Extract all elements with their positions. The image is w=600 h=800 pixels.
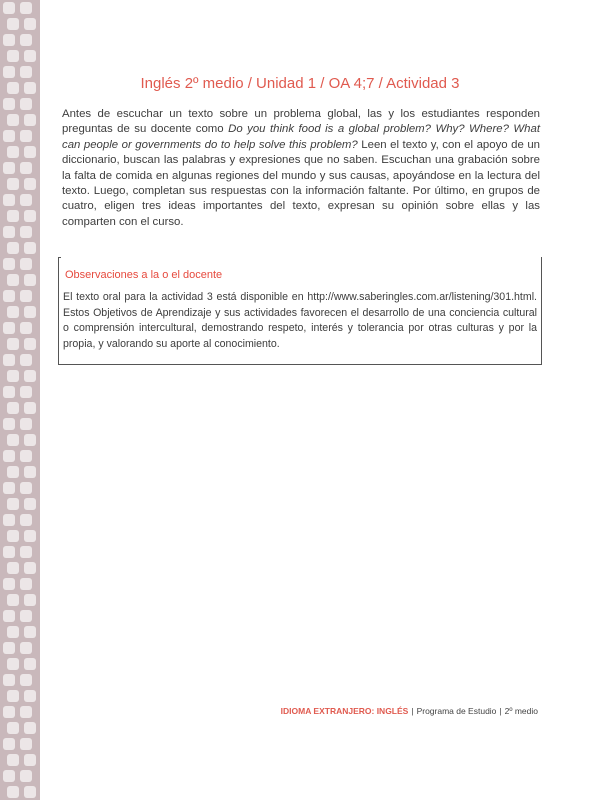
strip-tile: [7, 434, 19, 446]
strip-tile: [24, 530, 36, 542]
intro-text-end: Leen el texto y, con el apoyo de un diccionario, buscan las palabras y expresiones que no saben. Escuchan una grabación sobre la falta de comida en algunas regiones del mundo y sus causas, apoyándose en la lectura del texto. Luego, completan sus respuestas con la información faltante. Por último, en grupos de cuatro, eligen tres ideas importantes del texto, expresan su opinión sobre ellas y las comparten con el curso.: [62, 138, 540, 228]
strip-tile: [20, 194, 32, 206]
strip-tile: [7, 402, 19, 414]
strip-tile: [20, 226, 32, 238]
footer-grade: 2º medio: [504, 706, 538, 716]
strip-tile: [24, 626, 36, 638]
strip-tile: [3, 738, 15, 750]
footer-separator: |: [411, 706, 414, 716]
strip-tile: [3, 194, 15, 206]
strip-tile: [3, 130, 15, 142]
strip-tile: [3, 450, 15, 462]
strip-tile: [20, 98, 32, 110]
strip-tile: [20, 162, 32, 174]
strip-tile: [20, 130, 32, 142]
strip-tile: [7, 562, 19, 574]
strip-tile: [20, 738, 32, 750]
strip-tile: [24, 370, 36, 382]
strip-tile: [7, 466, 19, 478]
strip-tile: [3, 354, 15, 366]
strip-tile: [24, 146, 36, 158]
intro-question: Do you think food is a global problem? Why? Where? What can people or governments do to help solve this problem?: [62, 123, 540, 151]
strip-tile: [7, 786, 19, 798]
strip-tile: [3, 418, 15, 430]
strip-tile: [3, 290, 15, 302]
strip-tile: [24, 18, 36, 30]
footer-program: Programa de Estudio: [416, 706, 497, 716]
strip-tile: [24, 306, 36, 318]
strip-tile: [24, 594, 36, 606]
strip-tile: [7, 50, 19, 62]
strip-tile: [3, 2, 15, 14]
strip-tile: [7, 658, 19, 670]
strip-tile: [20, 2, 32, 14]
strip-tile: [24, 210, 36, 222]
strip-tile: [7, 242, 19, 254]
strip-tile: [7, 754, 19, 766]
strip-tile: [7, 306, 19, 318]
strip-tile: [24, 754, 36, 766]
strip-tile: [3, 258, 15, 270]
strip-tile: [24, 786, 36, 798]
strip-tile: [3, 610, 15, 622]
strip-tile: [20, 450, 32, 462]
strip-tile: [20, 418, 32, 430]
strip-tile: [20, 706, 32, 718]
strip-tile: [24, 434, 36, 446]
activity-description: [62, 107, 540, 230]
strip-tile: [7, 498, 19, 510]
intro-text-start: Antes de escuchar un texto sobre un problema global, las y los estudiantes responden preguntas de su docente como: [62, 108, 540, 136]
strip-tile: [3, 386, 15, 398]
strip-tile: [24, 242, 36, 254]
strip-tile: [7, 114, 19, 126]
strip-tile: [3, 322, 15, 334]
strip-tile: [7, 82, 19, 94]
strip-tile: [24, 114, 36, 126]
strip-tile: [7, 626, 19, 638]
observations-title: Observaciones a la o el docente: [65, 269, 223, 281]
strip-tile: [3, 706, 15, 718]
strip-tile: [20, 386, 32, 398]
decorative-side-strip: [0, 0, 40, 800]
strip-tile: [20, 578, 32, 590]
teacher-observations-box: [58, 257, 542, 365]
strip-tile: [24, 690, 36, 702]
strip-tile: [7, 210, 19, 222]
strip-tile: [3, 66, 15, 78]
strip-tile: [3, 674, 15, 686]
strip-tile: [20, 354, 32, 366]
strip-tile: [7, 594, 19, 606]
strip-tile: [24, 50, 36, 62]
strip-tile: [7, 370, 19, 382]
strip-tile: [20, 770, 32, 782]
strip-tile: [24, 402, 36, 414]
strip-tile: [3, 514, 15, 526]
footer-subject: IDIOMA EXTRANJERO: INGLÉS: [280, 706, 409, 716]
strip-tile: [3, 642, 15, 654]
strip-tile: [20, 66, 32, 78]
strip-tile: [3, 482, 15, 494]
strip-tile: [20, 34, 32, 46]
strip-tile: [3, 578, 15, 590]
strip-tile: [24, 178, 36, 190]
strip-tile: [20, 610, 32, 622]
strip-tile: [7, 338, 19, 350]
strip-tile: [24, 562, 36, 574]
strip-tile: [24, 82, 36, 94]
strip-tile: [7, 690, 19, 702]
strip-tile: [20, 322, 32, 334]
strip-tile: [3, 162, 15, 174]
strip-tile: [24, 274, 36, 286]
strip-tile: [7, 146, 19, 158]
strip-tile: [7, 18, 19, 30]
strip-tile: [7, 722, 19, 734]
strip-tile: [20, 546, 32, 558]
strip-tile: [7, 274, 19, 286]
strip-tile: [20, 514, 32, 526]
strip-tile: [3, 546, 15, 558]
observations-text: El texto oral para la actividad 3 está disponible en http://www.saberingles.com.ar/listening/301.html. Estos Objetivos de Aprendizaje y sus actividades favorecen el desarrollo de una conciencia cultural o comprensión intercultural, demostrando respeto, interés y tolerancia por otras culturas y por la propia, y valorando su aporte al conocimiento.: [63, 291, 537, 350]
strip-tile: [24, 466, 36, 478]
strip-tile: [24, 338, 36, 350]
strip-tile: [20, 642, 32, 654]
strip-tile: [20, 290, 32, 302]
strip-tile: [20, 482, 32, 494]
strip-tile: [7, 530, 19, 542]
strip-tile: [24, 498, 36, 510]
strip-tile: [24, 722, 36, 734]
strip-tile: [3, 34, 15, 46]
strip-tile: [20, 674, 32, 686]
page-footer: [281, 706, 538, 716]
strip-tile: [24, 658, 36, 670]
strip-tile: [3, 98, 15, 110]
footer-separator-2: |: [499, 706, 502, 716]
strip-tile: [3, 770, 15, 782]
strip-tile: [20, 258, 32, 270]
strip-tile: [3, 226, 15, 238]
page-title: Inglés 2º medio / Unidad 1 / OA 4;7 / Actividad 3: [140, 75, 460, 92]
strip-tile: [7, 178, 19, 190]
